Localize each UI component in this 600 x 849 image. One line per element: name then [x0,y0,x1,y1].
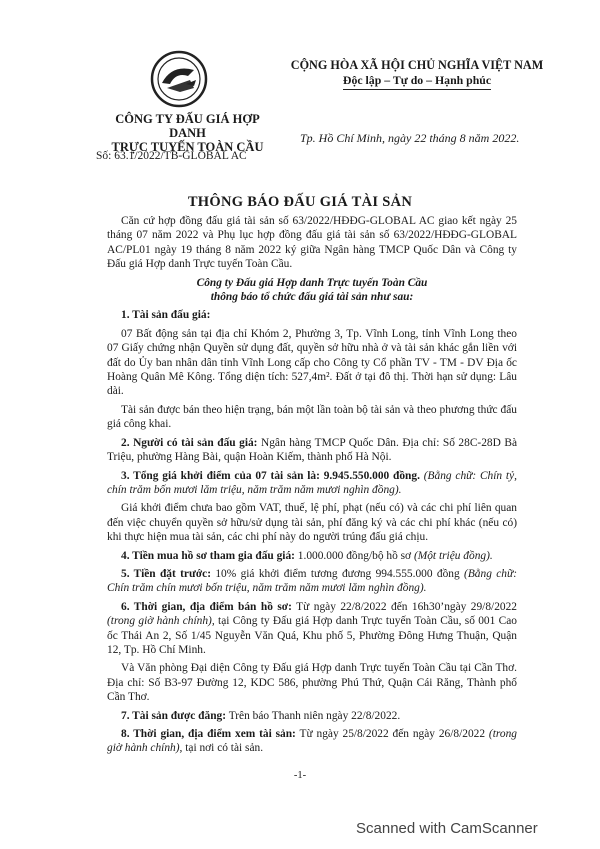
section-2 [107,436,517,465]
section-3-title: 3. Tổng giá khởi điểm của 07 tài sản là: 9.945.550.000 đồng. [121,469,420,482]
company-name-line2: TRỰC TUYẾN TOÀN CẦU [111,140,264,154]
section-1-text: 07 Bất động sản tại địa chỉ Khóm 2, Phường 3, Tp. Vĩnh Long, tỉnh Vĩnh Long theo 07 Giấy chứng nhận Quyền sử dụng đất, quyền sở hữu nhà ở và tài sản khác gắn liền với đất do Ủy ban nhân dân tỉnh Vĩnh Long cấp cho Công ty Cổ phần TV - TM - DV Địa ốc Hoàng Quân Mê Kông. Tổng diện tích: 527,4m². Đất ở tại đô thị. Thời hạn sử dụng: Lâu dài. [107,327,517,398]
section-3-text-2: Giá khởi điểm chưa bao gồm VAT, thuế, lệ phí, phạt (nếu có) và các chi phí liên quan đến việc chuyển quyền sở hữu/sử dụng tài sản, phí đăng ký và các chi phí khác (nếu có) khi thực hiện mua tài sản, các chi phí này do người trúng đấu giá chịu. [107,502,517,544]
section-8-title: 8. Thời gian, địa điểm xem tài sản: [121,728,296,740]
section-2-text: Ngân hàng TMCP Quốc Dân. Địa chỉ: Số 28C-28D Bà Triệu, phường Hàng Bài, quận Hoàn Kiếm, thành phố Hà Nội. [107,436,517,464]
national-header [272,58,562,90]
section-6-text-2: tại Công ty Đấu giá Hợp danh Trực tuyến Toàn Cầu, số 001 Cao ốc Thái An 2, Số 1/45 Nguyễn Văn Quá, Khu phố 5, Phường Đông Hưng Thuận, Quận 12, Tp. Hồ Chí Minh. [107,615,517,656]
section-7-title: 7. Tài sản được đăng: [121,709,227,722]
section-6-title: 6. Thời gian, địa điểm bán hồ sơ: [121,600,292,613]
nation-title: CỘNG HÒA XÃ HỘI CHỦ NGHĨA VIỆT NAM [290,58,544,72]
issue-date: Tp. Hồ Chí Minh, ngày 22 tháng 8 năm 2022. [300,131,520,145]
section-7 [107,709,517,723]
section-3 [107,469,517,498]
section-8-text: Từ ngày 25/8/2022 đến ngày 26/8/2022 [299,728,486,740]
section-4-title: 4. Tiền mua hồ sơ tham gia đấu giá: [121,549,295,562]
intro-paragraph: Căn cứ hợp đồng đấu giá tài sản số 63/2022/HĐĐG-GLOBAL AC giao kết ngày 25 tháng 07 năm 2022 và Phụ lục hợp đồng đấu giá tài sản số 63/2022/HĐĐG-GLOBAL AC/PL01 ngày 19 tháng 8 năm 2022 ký giữa Ngân hàng TMCP Quốc Dân và Công ty Đấu giá Hợp danh Trực tuyến Toàn Cầu. [107,215,517,271]
section-3-note: (Bằng chữ: Chín tỷ, chín trăm bốn mươi lăm triệu, năm trăm năm mươi nghìn đồng). [107,469,517,496]
section-7-text: Trên báo Thanh niên ngày 22/8/2022. [228,709,401,722]
section-6-text: Từ ngày 22/8/2022 đến 16h30’ngày 29/8/2022 [296,600,517,613]
section-4-text: 1.000.000 đồng/bộ hồ sơ [297,549,412,562]
scanner-watermark: Scanned with CamScanner [356,820,538,837]
section-5 [107,567,517,596]
announce-line2: thông báo tổ chức đấu giá tài sản như sau: [210,291,414,304]
section-4-note: (Một triệu đồng). [413,549,493,562]
section-5-note: (Bằng chữ: Chín trăm chín mươi bốn triệu, năm trăm năm mươi lăm nghìn đồng). [107,567,517,595]
document-body [107,214,517,760]
section-6 [107,600,517,658]
section-6-text-3: Và Văn phòng Đại diện Công ty Đấu giá Hợp danh Trực tuyến Toàn Cầu tại Cần Thơ. Địa chỉ: Số B3-97 Đường 12, KDC 586, phường Phú Thứ, Quận Cái Răng, Thành phố Cần Thơ. [107,662,517,704]
section-2-title: 2. Người có tài sản đấu giá: [121,436,258,449]
page-number: -1- [293,770,307,781]
national-motto: Độc lập – Tự do – Hạnh phúc [343,73,491,90]
company-name [100,112,275,154]
page-title: THÔNG BÁO ĐẤU GIÁ TÀI SẢN [187,194,413,210]
section-8-text-2: tại nơi có tài sản. [185,742,264,755]
announce-heading [107,276,517,305]
section-5-text: 10% giá khởi điểm tương đương 994.555.000 đồng [215,567,460,580]
document-number: Số: 63.1/2022/TB-GLOBAL AC [96,150,247,162]
company-logo [150,50,208,108]
section-8-note: (trong giờ hành chính), [107,728,517,755]
section-1-title: 1. Tài sản đấu giá: [121,309,211,322]
section-8 [107,727,517,756]
company-name-line1: CÔNG TY ĐẤU GIÁ HỢP DANH [115,112,260,140]
section-1-text-2: Tài sản được bán theo hiện trạng, bán một lần toàn bộ tài sản và theo phương thức đấu giá công khai. [107,403,517,431]
section-4 [107,549,517,563]
announce-line1: Công ty Đấu giá Hợp danh Trực tuyến Toàn Cầu [196,276,428,289]
section-6-note: (trong giờ hành chính), [107,615,215,628]
section-5-title: 5. Tiền đặt trước: [121,567,211,580]
